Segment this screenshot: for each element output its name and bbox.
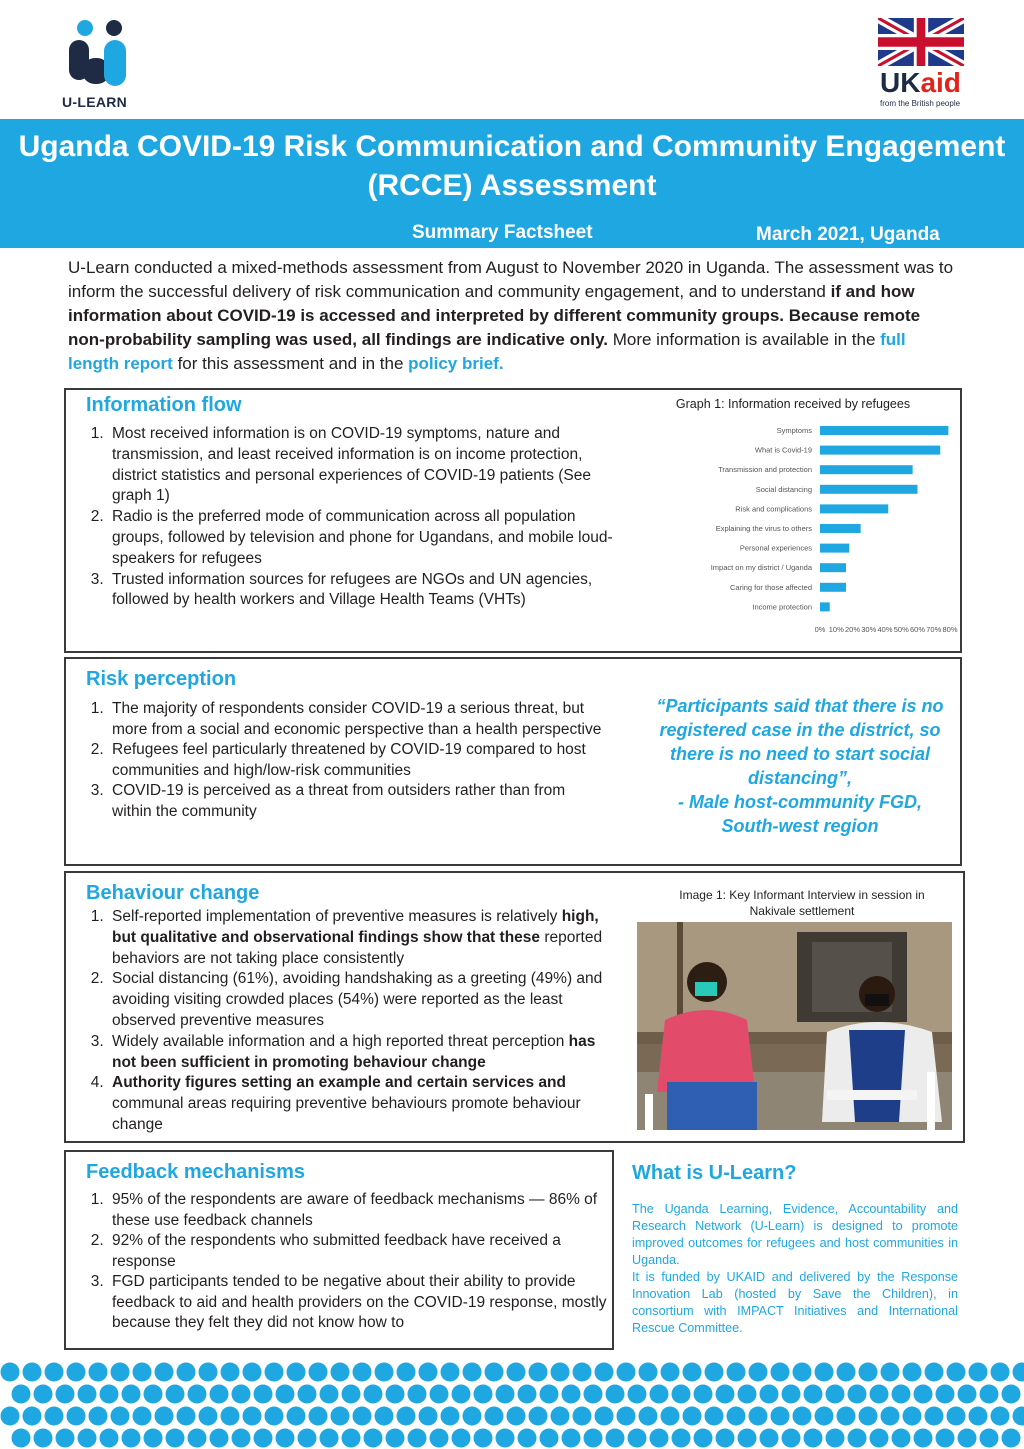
chart-tick-label: 30% — [861, 625, 877, 634]
footer-dot — [826, 1429, 845, 1448]
footer-dot — [232, 1385, 251, 1404]
about-paragraph-2: It is funded by UKAID and delivered by the Response Innovation Lab (hosted by Save the Children), in consortium with IMPACT Initiatives and International Rescue Committee. — [632, 1270, 958, 1335]
list-item: 1. 95% of the respondents are aware of feedback mechanisms — 86% of these use feedback channels — [108, 1190, 618, 1231]
footer-dot — [771, 1407, 790, 1426]
footer-dot — [584, 1429, 603, 1448]
list-item: 1. The majority of respondents consider COVID-19 a serious threat, but more from a social and economic perspective than a health perspective — [108, 699, 608, 740]
footer-dot — [639, 1407, 658, 1426]
footer-dot — [496, 1429, 515, 1448]
intro-text-3: for this assessment and in the — [172, 354, 409, 373]
footer-dot — [353, 1363, 372, 1382]
quote-text: “Participants said that there is no registered case in the district, so there is no need to start social distancing”, — [656, 696, 944, 788]
footer-dot — [89, 1363, 108, 1382]
chart-category-label: Transmission and protection — [718, 465, 812, 475]
footer-dot — [111, 1407, 130, 1426]
footer-dot — [870, 1385, 889, 1404]
footer-dot — [452, 1385, 471, 1404]
footer-dot — [738, 1429, 757, 1448]
footer-dot — [364, 1385, 383, 1404]
chart-category-label: Social distancing — [755, 484, 812, 494]
footer-dot — [441, 1363, 460, 1382]
footer-dot — [463, 1407, 482, 1426]
footer-dot — [496, 1385, 515, 1404]
footer-dot — [562, 1429, 581, 1448]
footer-dot — [144, 1429, 163, 1448]
footer-dot — [936, 1429, 955, 1448]
footer-dot — [265, 1363, 284, 1382]
footer-dot — [166, 1429, 185, 1448]
chart-bar — [820, 544, 849, 553]
footer-dot — [342, 1429, 361, 1448]
chart-tick-label: 40% — [877, 625, 893, 634]
footer-dot — [12, 1385, 31, 1404]
feedback-box — [64, 1150, 614, 1350]
intro-text-bold: if and how information about COVID-19 is accessed and interpreted by different community groups. Because remote non-probability sampling was used, all findings are indicative only. — [68, 282, 921, 349]
footer-dot — [397, 1363, 416, 1382]
footer-dot — [892, 1385, 911, 1404]
footer-dot — [210, 1429, 229, 1448]
footer-dot — [1002, 1385, 1021, 1404]
footer-dot — [23, 1407, 42, 1426]
u-learn-logo — [62, 18, 142, 113]
footer-dot — [507, 1363, 526, 1382]
footer-dot — [980, 1385, 999, 1404]
footer-dot — [903, 1407, 922, 1426]
footer-dot — [859, 1363, 878, 1382]
chart-bar — [820, 563, 846, 572]
footer-dot — [100, 1385, 119, 1404]
footer-dot — [925, 1363, 944, 1382]
footer-dot — [210, 1385, 229, 1404]
chart-bar — [820, 524, 861, 533]
footer-dot — [89, 1407, 108, 1426]
page-date: March 2021, Uganda — [756, 224, 940, 245]
title-banner — [0, 119, 1024, 248]
footer-dot — [320, 1429, 339, 1448]
footer-dot — [430, 1429, 449, 1448]
footer-dot — [551, 1363, 570, 1382]
chart-bar — [820, 583, 846, 592]
list-item: 1. Most received information is on COVID-19 symptoms, nature and transmission, and least received information is on income protection, district statistics and personal experiences of COVID-19 patients (See graph 1) — [108, 424, 628, 507]
u-learn-logo-icon — [62, 18, 142, 94]
footer-dot — [760, 1385, 779, 1404]
footer-dot — [45, 1363, 64, 1382]
footer-dot — [243, 1407, 262, 1426]
information-flow-box — [64, 388, 962, 653]
footer-dot — [67, 1407, 86, 1426]
footer-dot — [694, 1385, 713, 1404]
footer-dot — [331, 1407, 350, 1426]
footer-dot — [254, 1429, 273, 1448]
footer-dot — [122, 1429, 141, 1448]
chart-category-label: Risk and complications — [735, 504, 812, 514]
footer-dot — [78, 1429, 97, 1448]
footer-dot — [221, 1407, 240, 1426]
footer-dot — [364, 1429, 383, 1448]
footer-dot — [188, 1385, 207, 1404]
footer-dot — [265, 1407, 284, 1426]
footer-dot — [573, 1407, 592, 1426]
footer-dot — [133, 1363, 152, 1382]
footer-dot — [276, 1429, 295, 1448]
footer-dot — [452, 1429, 471, 1448]
footer-dot — [595, 1363, 614, 1382]
footer-dot — [199, 1363, 218, 1382]
footer-dot — [705, 1363, 724, 1382]
chart-tick-label: 80% — [942, 625, 958, 634]
footer-dot — [925, 1407, 944, 1426]
policy-brief-link[interactable]: policy brief. — [408, 354, 504, 373]
footer-dot — [485, 1363, 504, 1382]
footer-dot — [815, 1407, 834, 1426]
footer-dot — [859, 1407, 878, 1426]
chart-tick-label: 0% — [814, 625, 826, 634]
footer-dot — [837, 1363, 856, 1382]
footer-dot — [463, 1363, 482, 1382]
footer-dot — [628, 1385, 647, 1404]
about-title: What is U-Learn? — [632, 1162, 797, 1184]
footer-dot — [408, 1429, 427, 1448]
footer-dot — [199, 1407, 218, 1426]
footer-dot — [529, 1407, 548, 1426]
footer-dot — [144, 1385, 163, 1404]
intro-text-2: More information is available in the — [608, 330, 881, 349]
footer-dot — [650, 1385, 669, 1404]
footer-dot — [386, 1429, 405, 1448]
intro-paragraph — [68, 256, 958, 376]
feedback-list — [70, 1190, 618, 1334]
chart-category-label: Symptoms — [776, 426, 812, 435]
footer-dot — [243, 1363, 262, 1382]
footer-dot — [397, 1407, 416, 1426]
footer-dot — [716, 1385, 735, 1404]
footer-dot — [419, 1363, 438, 1382]
footer-dot — [639, 1363, 658, 1382]
footer-dot — [474, 1429, 493, 1448]
footer-dot — [595, 1407, 614, 1426]
footer-dot — [969, 1407, 988, 1426]
interview-photo — [637, 922, 952, 1130]
chart-category-label: Explaining the virus to others — [715, 524, 812, 533]
chart-category-label: Personal experiences — [739, 543, 812, 553]
footer-dot — [45, 1407, 64, 1426]
footer-dot — [485, 1407, 504, 1426]
union-jack-icon — [878, 18, 964, 66]
page-title: Uganda COVID-19 Risk Communication and Community Engagement (RCCE) Assessment — [18, 130, 1006, 202]
footer-dot — [716, 1429, 735, 1448]
footer-dot — [584, 1385, 603, 1404]
chart-category-label: Impact on my district / Uganda — [710, 563, 812, 573]
footer-dot — [683, 1363, 702, 1382]
footer-dot — [188, 1429, 207, 1448]
footer-dot — [727, 1363, 746, 1382]
footer-dot — [617, 1407, 636, 1426]
footer-dot — [793, 1407, 812, 1426]
chart-bar — [820, 465, 913, 474]
footer-dot — [353, 1407, 372, 1426]
footer-dot — [78, 1385, 97, 1404]
footer-dot — [551, 1407, 570, 1426]
footer-dot — [518, 1385, 537, 1404]
footer-dot — [606, 1429, 625, 1448]
footer-dot — [958, 1385, 977, 1404]
footer-dot — [298, 1385, 317, 1404]
list-item: 3. COVID-19 is perceived as a threat from outsiders rather than from within the community — [108, 781, 608, 822]
chart-bar — [820, 504, 888, 513]
intro-text-1: U-Learn conducted a mixed-methods assessment from August to November 2020 in Uganda. The assessment was to inform the successful delivery of risk communication and community engagement, and to understand — [68, 258, 954, 301]
footer-dot — [804, 1429, 823, 1448]
footer-dot — [441, 1407, 460, 1426]
u-learn-logo-text: U-LEARN — [62, 94, 128, 110]
footer-dot — [375, 1407, 394, 1426]
footer-dot — [254, 1385, 273, 1404]
footer-dot — [507, 1407, 526, 1426]
footer-dot — [980, 1429, 999, 1448]
footer-dot — [947, 1363, 966, 1382]
footer-dot — [34, 1385, 53, 1404]
footer-dot — [529, 1363, 548, 1382]
footer-dot — [749, 1407, 768, 1426]
footer-dot — [177, 1363, 196, 1382]
footer-dot — [221, 1363, 240, 1382]
footer-dot — [287, 1407, 306, 1426]
footer-dot — [430, 1385, 449, 1404]
footer-dot — [694, 1429, 713, 1448]
participant-quote — [650, 694, 950, 838]
footer-dot — [727, 1407, 746, 1426]
footer-dot — [870, 1429, 889, 1448]
footer-dot — [881, 1407, 900, 1426]
footer-dot — [826, 1385, 845, 1404]
footer-dot — [947, 1407, 966, 1426]
feedback-title: Feedback mechanisms — [86, 1161, 305, 1183]
page-subtitle: Summary Factsheet — [412, 222, 593, 243]
ukaid-aid: aid — [920, 67, 961, 98]
footer-dot — [309, 1363, 328, 1382]
footer-dot — [738, 1385, 757, 1404]
information-flow-list — [70, 424, 628, 611]
quote-source: - Male host-community FGD, South-west region — [677, 792, 922, 836]
footer-dot — [650, 1429, 669, 1448]
list-item: 2. Refugees feel particularly threatened by COVID-19 compared to host communities and high/low-risk communities — [108, 740, 608, 781]
chart-tick-label: 70% — [926, 625, 942, 634]
footer-dot — [672, 1429, 691, 1448]
footer-dot — [892, 1429, 911, 1448]
footer-dot — [804, 1385, 823, 1404]
footer-dot — [661, 1407, 680, 1426]
footer-dot — [287, 1363, 306, 1382]
footer-dot — [12, 1429, 31, 1448]
footer-dot — [958, 1429, 977, 1448]
footer-dot — [782, 1385, 801, 1404]
footer-dot — [474, 1385, 493, 1404]
list-item: 4. Authority figures setting an example and certain services and communal areas requiring preventive behaviours promote behaviour change — [108, 1073, 623, 1135]
footer-dot — [683, 1407, 702, 1426]
about-paragraph-1: The Uganda Learning, Evidence, Accountability and Research Network (U-Learn) is designed to promote improved outcomes for refugees and host communities in Uganda. — [632, 1202, 958, 1267]
chart-tick-label: 60% — [909, 625, 926, 634]
footer-dot — [914, 1429, 933, 1448]
footer-dot — [386, 1385, 405, 1404]
chart-tick-label: 50% — [893, 625, 909, 634]
footer-dot — [837, 1407, 856, 1426]
footer-dot — [100, 1429, 119, 1448]
footer-dot — [661, 1363, 680, 1382]
information-flow-title: Information flow — [86, 394, 242, 416]
ukaid-logo — [878, 18, 966, 113]
footer-dot — [771, 1363, 790, 1382]
list-item: 3. Widely available information and a high reported threat perception has not been sufficient in promoting behaviour change — [108, 1032, 623, 1074]
ukaid-uk: UK — [880, 67, 921, 98]
footer-dot — [606, 1385, 625, 1404]
dot-pattern — [0, 1362, 1024, 1449]
footer-dot — [56, 1385, 75, 1404]
chart-category-label: Income protection — [752, 602, 812, 612]
footer-dot — [375, 1363, 394, 1382]
footer-dot — [56, 1429, 75, 1448]
ukaid-tagline: from the British people — [880, 99, 961, 108]
image-caption: Image 1: Key Informant Interview in session in Nakivale settlement — [679, 888, 925, 918]
footer-dot — [848, 1429, 867, 1448]
footer-dot — [540, 1429, 559, 1448]
footer-dot — [848, 1385, 867, 1404]
footer-dot — [903, 1363, 922, 1382]
information-chart — [628, 392, 958, 642]
footer-dot — [881, 1363, 900, 1382]
footer-dot — [815, 1363, 834, 1382]
footer-dot — [991, 1363, 1010, 1382]
footer-dot — [232, 1429, 251, 1448]
chart-bar — [820, 602, 830, 611]
footer-dot — [760, 1429, 779, 1448]
footer-dot — [1013, 1363, 1024, 1382]
footer-dot — [408, 1385, 427, 1404]
about-body — [632, 1201, 958, 1337]
footer-dot — [111, 1363, 130, 1382]
list-item: 2. Social distancing (61%), avoiding handshaking as a greeting (49%) and avoiding visiting crowded places (54%) were reported as the least observed preventive measures — [108, 969, 623, 1031]
chart-bar — [820, 446, 940, 455]
footer-dot — [342, 1385, 361, 1404]
list-item: 3. FGD participants tended to be negative about their ability to provide feedback to aid and health providers on the COVID-19 response, mostly because they felt they did not know how to — [108, 1272, 618, 1334]
footer-dot — [298, 1429, 317, 1448]
list-item: 3. Trusted information sources for refugees are NGOs and UN agencies, followed by health workers and Village Health Teams (VHTs) — [108, 570, 628, 612]
footer-dot — [122, 1385, 141, 1404]
chart-title: Graph 1: Information received by refugees — [675, 397, 911, 411]
full-report-link[interactable]: full length report — [68, 330, 906, 373]
risk-perception-title: Risk perception — [86, 668, 237, 690]
chart-bar — [820, 485, 918, 494]
chart-bar — [820, 426, 948, 435]
chart-category-label: Caring for those affected — [730, 582, 812, 592]
chart-tick-label: 20% — [844, 625, 861, 634]
footer-dot — [155, 1363, 174, 1382]
footer-dot — [705, 1407, 724, 1426]
footer-dot — [320, 1385, 339, 1404]
footer-dot — [518, 1429, 537, 1448]
footer-dot — [573, 1363, 592, 1382]
footer-dot — [34, 1429, 53, 1448]
footer-dot — [914, 1385, 933, 1404]
chart-category-label: What is Covid-19 — [754, 445, 812, 455]
behaviour-change-list — [70, 907, 623, 1136]
footer-dot — [628, 1429, 647, 1448]
footer-dot — [991, 1407, 1010, 1426]
footer-dot — [23, 1363, 42, 1382]
footer-dot — [540, 1385, 559, 1404]
footer-dot — [749, 1363, 768, 1382]
chart-tick-label: 10% — [828, 625, 844, 634]
behaviour-change-title: Behaviour change — [86, 882, 260, 904]
footer-dot — [331, 1363, 350, 1382]
footer-dot — [1, 1363, 20, 1382]
footer-dot — [419, 1407, 438, 1426]
list-item: 2. Radio is the preferred mode of communication across all population groups, followed by television and phone for Ugandans, and mobile loud-speakers for refugees — [108, 507, 628, 569]
ukaid-wordmark — [880, 68, 961, 98]
footer-dot — [67, 1363, 86, 1382]
footer-dot — [177, 1407, 196, 1426]
footer-dot — [793, 1363, 812, 1382]
list-item: 1. Self-reported implementation of preventive measures is relatively high, but qualitative and observational findings show that these reported behaviors are not taking place consistently — [108, 907, 623, 969]
footer-dot — [672, 1385, 691, 1404]
footer-dot — [1, 1407, 20, 1426]
footer-dot — [133, 1407, 152, 1426]
list-item: 2. 92% of the respondents who submitted feedback have received a response — [108, 1231, 618, 1272]
footer-dot — [1013, 1407, 1024, 1426]
footer-dot — [936, 1385, 955, 1404]
risk-perception-list — [70, 699, 608, 822]
footer-dot — [155, 1407, 174, 1426]
footer-dot — [276, 1385, 295, 1404]
footer-dot — [617, 1363, 636, 1382]
footer-dot — [782, 1429, 801, 1448]
footer-dot — [309, 1407, 328, 1426]
footer-dot — [969, 1363, 988, 1382]
footer-dot — [562, 1385, 581, 1404]
footer-dot — [1002, 1429, 1021, 1448]
footer-dot — [166, 1385, 185, 1404]
